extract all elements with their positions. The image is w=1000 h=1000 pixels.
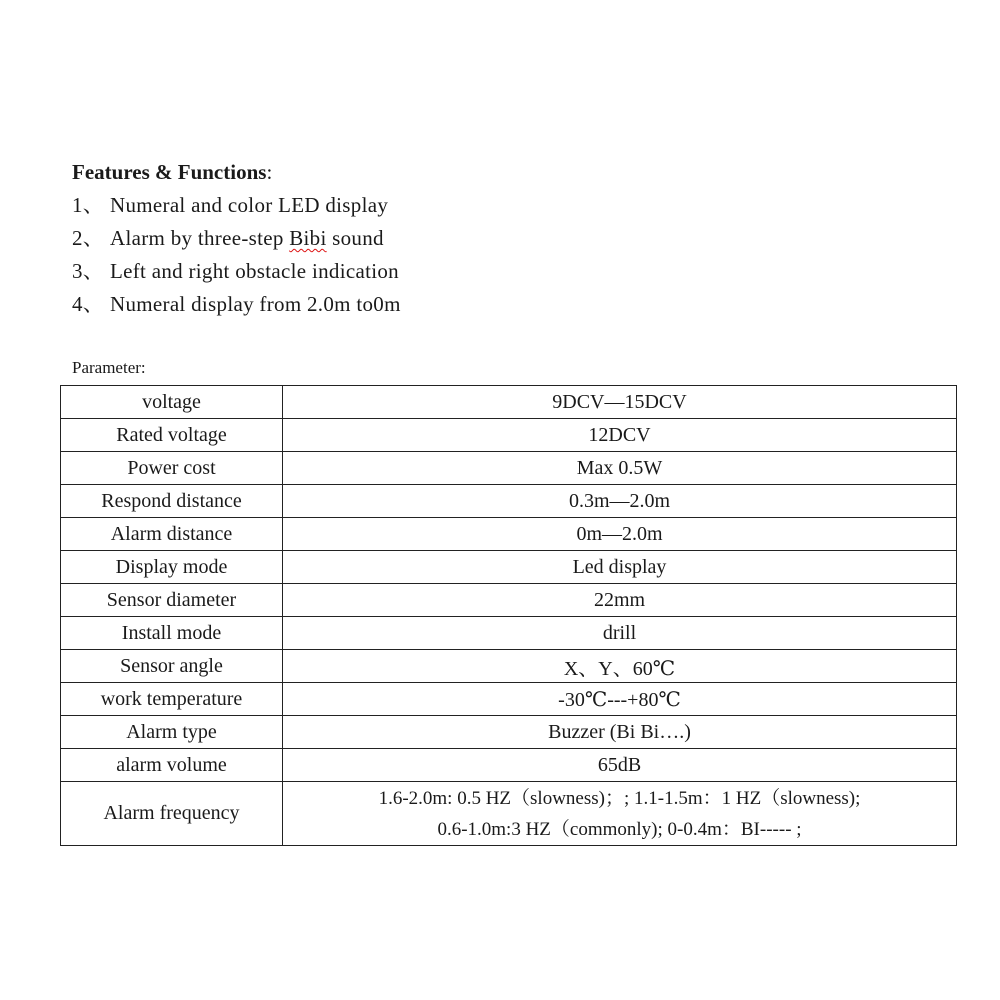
table-row — [61, 584, 957, 617]
features-section — [72, 156, 401, 321]
param-value: 12DCV — [283, 419, 957, 452]
param-value: Buzzer (Bi Bi….) — [283, 716, 957, 749]
feature-text: Left and right obstacle indication — [110, 259, 399, 283]
param-value: drill — [283, 617, 957, 650]
param-key: alarm volume — [61, 749, 283, 782]
param-key: voltage — [61, 386, 283, 419]
feature-item-4 — [72, 288, 401, 321]
param-key: Alarm type — [61, 716, 283, 749]
param-value-line-2: 0.6-1.0m:3 HZ（commonly); 0-0.4m：BI----- ; — [437, 818, 802, 840]
param-value: 65dB — [283, 749, 957, 782]
table-row — [61, 617, 957, 650]
param-value: Led display — [283, 551, 957, 584]
feature-number: 4、 — [72, 292, 105, 316]
feature-text-before: Alarm by three-step — [110, 226, 290, 250]
param-key: Rated voltage — [61, 419, 283, 452]
features-title — [72, 156, 401, 189]
feature-item-1 — [72, 189, 401, 222]
param-value: 0m—2.0m — [283, 518, 957, 551]
param-value: 9DCV—15DCV — [283, 386, 957, 419]
table-row — [61, 749, 957, 782]
table-row — [61, 419, 957, 452]
feature-text: Numeral display from 2.0m to0m — [110, 292, 401, 316]
param-key: Sensor angle — [61, 650, 283, 683]
feature-item-3 — [72, 255, 401, 288]
param-value: -30℃---+80℃ — [283, 683, 957, 716]
param-key: Respond distance — [61, 485, 283, 518]
table-row — [61, 650, 957, 683]
param-key: Sensor diameter — [61, 584, 283, 617]
table-row — [61, 452, 957, 485]
param-key: Power cost — [61, 452, 283, 485]
param-key: Alarm distance — [61, 518, 283, 551]
table-row — [61, 386, 957, 419]
feature-number: 3、 — [72, 259, 105, 283]
table-row — [61, 782, 957, 846]
table-row — [61, 518, 957, 551]
param-value: X、Y、60℃ — [283, 650, 957, 683]
parameter-table — [60, 385, 957, 846]
features-title-text: Features & Functions — [72, 160, 267, 184]
param-key: Install mode — [61, 617, 283, 650]
feature-number: 1、 — [72, 193, 105, 217]
table-row — [61, 683, 957, 716]
table-row — [61, 716, 957, 749]
feature-item-2 — [72, 222, 401, 255]
param-value-line-1: 1.6-2.0m: 0.5 HZ（slowness)；; 1.1-1.5m：1 HZ（slowness); — [378, 787, 861, 809]
param-key: Alarm frequency — [61, 782, 283, 846]
parameter-label: Parameter: — [72, 358, 146, 377]
param-key: work temperature — [61, 683, 283, 716]
feature-text-after: sound — [326, 226, 384, 250]
table-row — [61, 485, 957, 518]
spellcheck-marked-word: Bibi — [289, 226, 327, 250]
features-title-colon: : — [266, 160, 273, 184]
param-value: 22mm — [283, 584, 957, 617]
feature-number: 2、 — [72, 226, 105, 250]
param-key: Display mode — [61, 551, 283, 584]
param-value-multiline — [283, 782, 957, 846]
feature-text: Numeral and color LED display — [110, 193, 389, 217]
table-row — [61, 551, 957, 584]
param-value: Max 0.5W — [283, 452, 957, 485]
param-value: 0.3m—2.0m — [283, 485, 957, 518]
